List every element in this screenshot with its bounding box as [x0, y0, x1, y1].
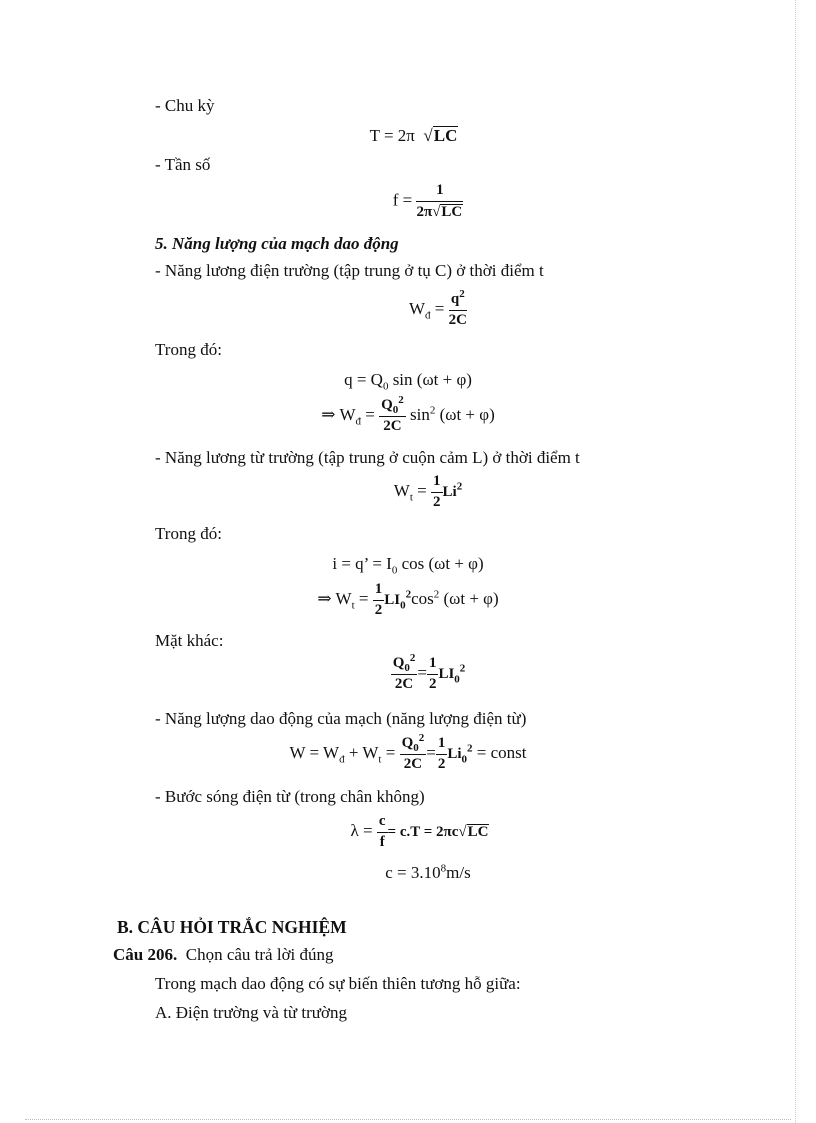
- eq-fraction-1: $\frac{Q_0^2}{2C}$: [392, 652, 416, 692]
- q-formula: $q = Q_0$ sin (ωt + φ): [344, 370, 472, 393]
- we-formula: $W_đ$ = $\frac{q^2}{2C}$: [409, 288, 467, 328]
- freq-den: 2π√LC: [416, 203, 463, 220]
- page-bottom-border: [25, 1119, 791, 1120]
- wavelength-text: - Bước sóng điện từ (trong chân không): [155, 787, 425, 806]
- question-206: [113, 946, 334, 963]
- eq-fraction-2: $\frac{1}{2}$: [428, 655, 437, 692]
- freq-label: - Tần số: [155, 155, 211, 174]
- other-hand: Mặt khác:: [155, 631, 224, 650]
- where-1: Trong đó:: [155, 340, 222, 359]
- c-formula: $c = 3.10^8m/s$: [385, 862, 471, 882]
- w-fraction-2: $\frac{1}{2}$: [437, 735, 446, 772]
- period-formula: [0, 126, 816, 144]
- w-fraction-1: $\frac{Q_0^2}{2C}$: [401, 732, 425, 772]
- period-label: - Chu kỳ: [155, 96, 215, 115]
- electric-energy-text: - Năng lương điện trường (tập trung ở tụ C) ở thời điểm t: [155, 261, 544, 280]
- wt2-fraction: $\frac{1}{2}$: [374, 581, 383, 618]
- magnetic-energy-text: - Năng lương từ trường (tập trung ở cuộn cảm L) ở thời điểm t: [155, 448, 580, 467]
- question-label: Câu 206.: [113, 945, 178, 964]
- where-2: Trong đó:: [155, 524, 222, 543]
- implies-arrow: ⇒: [321, 405, 336, 425]
- osc-energy-text: - Năng lượng dao động của mạch (năng lượng điện từ): [155, 709, 527, 728]
- lambda-formula: λ = $\frac{c}{f}$ = c.T = 2πc√LC: [350, 813, 489, 850]
- wt-formula: $W_t$ = $\frac{1}{2}$ Li$^2$: [393, 473, 463, 510]
- wt-fraction: $\frac{1}{2}$: [433, 473, 441, 510]
- question-text: Trong mạch dao động có sự biến thiên tương hỗ giữa:: [155, 974, 521, 993]
- wt2-formula: ⇒ $W_t$ = $\frac{1}{2}$ $LI_0^2\cos^2$ (ωt + φ): [317, 581, 499, 618]
- lambda-sqrt: √LC: [458, 824, 489, 841]
- i-formula: i = q’ = $I_0$ cos (ωt + φ): [332, 554, 484, 577]
- freq-num: 1: [416, 183, 463, 202]
- page-right-border: [795, 0, 796, 1123]
- we2-formula: ⇒ $W_đ$ = $\frac{Q_0^2}{2C}$ $\sin^2 (\omega t + \varphi)$: [321, 394, 495, 434]
- freq-lhs: f =: [392, 190, 413, 210]
- freq-fraction: [416, 183, 463, 221]
- period-radicand: LC: [433, 126, 458, 145]
- freq-formula: [0, 183, 816, 221]
- energy-equality-formula: $\frac{Q_0^2}{2C}$ = $\frac{1}{2}$ $LI_0^2$: [392, 652, 466, 692]
- section5-title: 5. Năng lượng của mạch dao động: [155, 234, 399, 253]
- we2-fraction: $\frac{Q_0^2}{2C}$: [381, 394, 404, 434]
- section-b-title: B. CÂU HỎI TRẮC NGHIỆM: [117, 917, 347, 937]
- lambda-fraction: $\frac{c}{f}$: [378, 813, 386, 850]
- period-lhs: T = 2π: [369, 126, 415, 145]
- implies-arrow: ⇒: [317, 589, 332, 609]
- question-instruction: Chọn câu trả lời đúng: [185, 945, 334, 964]
- we-fraction: $\frac{q^2}{2C}$: [448, 288, 467, 328]
- option-a: A. Điện trường và từ trường: [155, 1003, 347, 1022]
- period-sqrt: √LC: [423, 126, 458, 145]
- w-formula: $W = W_đ + W_t$ = $\frac{Q_0^2}{2C}$ = $\frac{1}{2}$ $Li_0^2$ = const: [289, 732, 527, 772]
